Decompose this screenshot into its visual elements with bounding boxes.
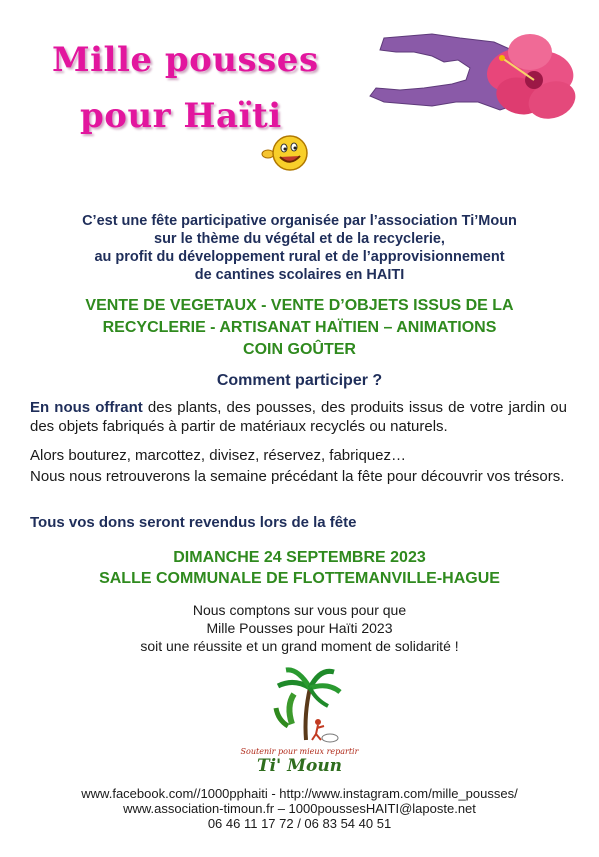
intro-line: C’est une fête participative organisée par l’association Ti’Moun	[82, 213, 517, 229]
participate-heading: Comment participer ?	[216, 372, 383, 389]
donations-line: Tous vos dons seront revendus lors de la fête	[30, 514, 357, 531]
haiti-map-illustration	[362, 30, 587, 140]
closing-line: soit une réussite et un grand moment de solidarité !	[140, 638, 459, 654]
offer-bold: En nous offrant	[30, 399, 143, 416]
logo-name: Ti' Moun	[256, 756, 343, 776]
page-title-line1: Mille pousses	[52, 40, 319, 80]
child-figure-icon	[312, 719, 338, 742]
footer-phone-numbers: 06 46 11 17 72 / 06 83 54 40 51	[207, 816, 392, 831]
timoun-logo	[268, 664, 348, 744]
closing-line: Mille Pousses pour Haïti 2023	[206, 620, 393, 636]
intro-line: au profit du développement rural et de l’approvisionnement	[94, 249, 505, 265]
sales-line: RECYCLERIE - ARTISANAT HAÏTIEN – ANIMATIONS	[102, 319, 497, 336]
event-date: DIMANCHE 24 SEPTEMBRE 2023	[173, 549, 426, 566]
closing-line: Nous comptons sur vous pour que	[192, 602, 407, 618]
logo-tagline: Soutenir pour mieux repartir	[240, 747, 359, 756]
page-title-line2: pour Haïti	[80, 96, 282, 136]
sales-line: VENTE DE VEGETAUX - VENTE D’OBJETS ISSUS DE LA	[85, 297, 514, 314]
footer-website-email[interactable]: www.association-timoun.fr – 1000poussesHAITI@laposte.net	[123, 801, 476, 816]
smiley-icon	[258, 132, 310, 174]
intro-line: sur le thème du végétal et de la recyclerie,	[154, 231, 445, 247]
offer-paragraph	[30, 398, 567, 436]
sales-line: COIN GOÛTER	[243, 341, 356, 358]
meeting-paragraph: Nous nous retrouverons la semaine précédant la fête pour découvrir vos trésors.	[30, 468, 565, 485]
intro-line: de cantines scolaires en HAITI	[194, 267, 405, 283]
palm-tree-icon	[276, 670, 340, 740]
offer-text: des plants, des pousses, des produits issus de votre jardin ou des objets fabriqués à partir de matériaux recyclés ou naturels.	[30, 399, 567, 435]
event-venue: SALLE COMMUNALE DE FLOTTEMANVILLE-HAGUE	[99, 570, 500, 587]
actions-paragraph: Alors bouturez, marcottez, divisez, réservez, fabriquez…	[30, 447, 406, 464]
footer-social-links[interactable]: www.facebook.com//1000pphaiti - http://www.instagram.com/mille_pousses/	[81, 786, 518, 801]
